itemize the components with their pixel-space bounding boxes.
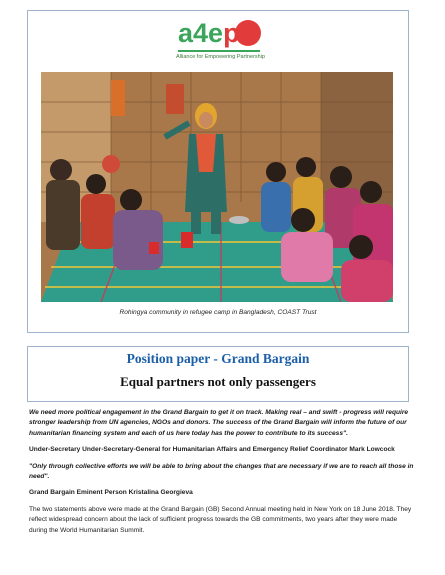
attribution-lowcock: Under-Secretary Under-Secretary-General for Humanitarian Affairs and Emergency Relief Coordinator Mark Lowcock [29,446,395,454]
logo-wordmark-left: a4e [178,18,224,48]
a4ep-logo [172,18,268,70]
document-subtitle: Equal partners not only passengers [120,374,316,389]
logo-underline [178,50,260,52]
classroom-photo-illustration [41,72,393,302]
quote-georgieva: "Only through collective efforts we will be able to bring about the changes that are necessary if we are to reach all those in need". [29,462,414,481]
attribution-georgieva: Grand Bargain Eminent Person Kristalina Georgieva [29,489,193,497]
document-title: Position paper - Grand Bargain [126,351,310,366]
cover-photo [41,72,393,302]
quote-lowcock: We need more political engagement in the Grand Bargain to get it on track. Making real – and swift - progress will require stronger leadership from UN agencies, NGOs and donors. The success of the Grand Bargain will inform the future of our humanitarian financing system and each of us here today has the power to contribute to its success". [29,409,409,437]
logo-tagline: Alliance for Empowering Partnership [176,54,265,60]
logo-wordmark-right: p [223,18,240,48]
logo-wordmark [178,18,240,48]
body-text [29,408,415,542]
intro-paragraph: The two statements above were made at the Grand Bargain (GB) Second Annual meeting held in New York on 18 June 2018. They reflect widespread concern about the lack of sufficient progress towards the GB commitments, two years after they were made during the World Humanitarian Summit. [29,505,412,534]
photo-caption: Rohingya community in refugee camp in Bangladesh, COAST Trust [119,309,317,316]
